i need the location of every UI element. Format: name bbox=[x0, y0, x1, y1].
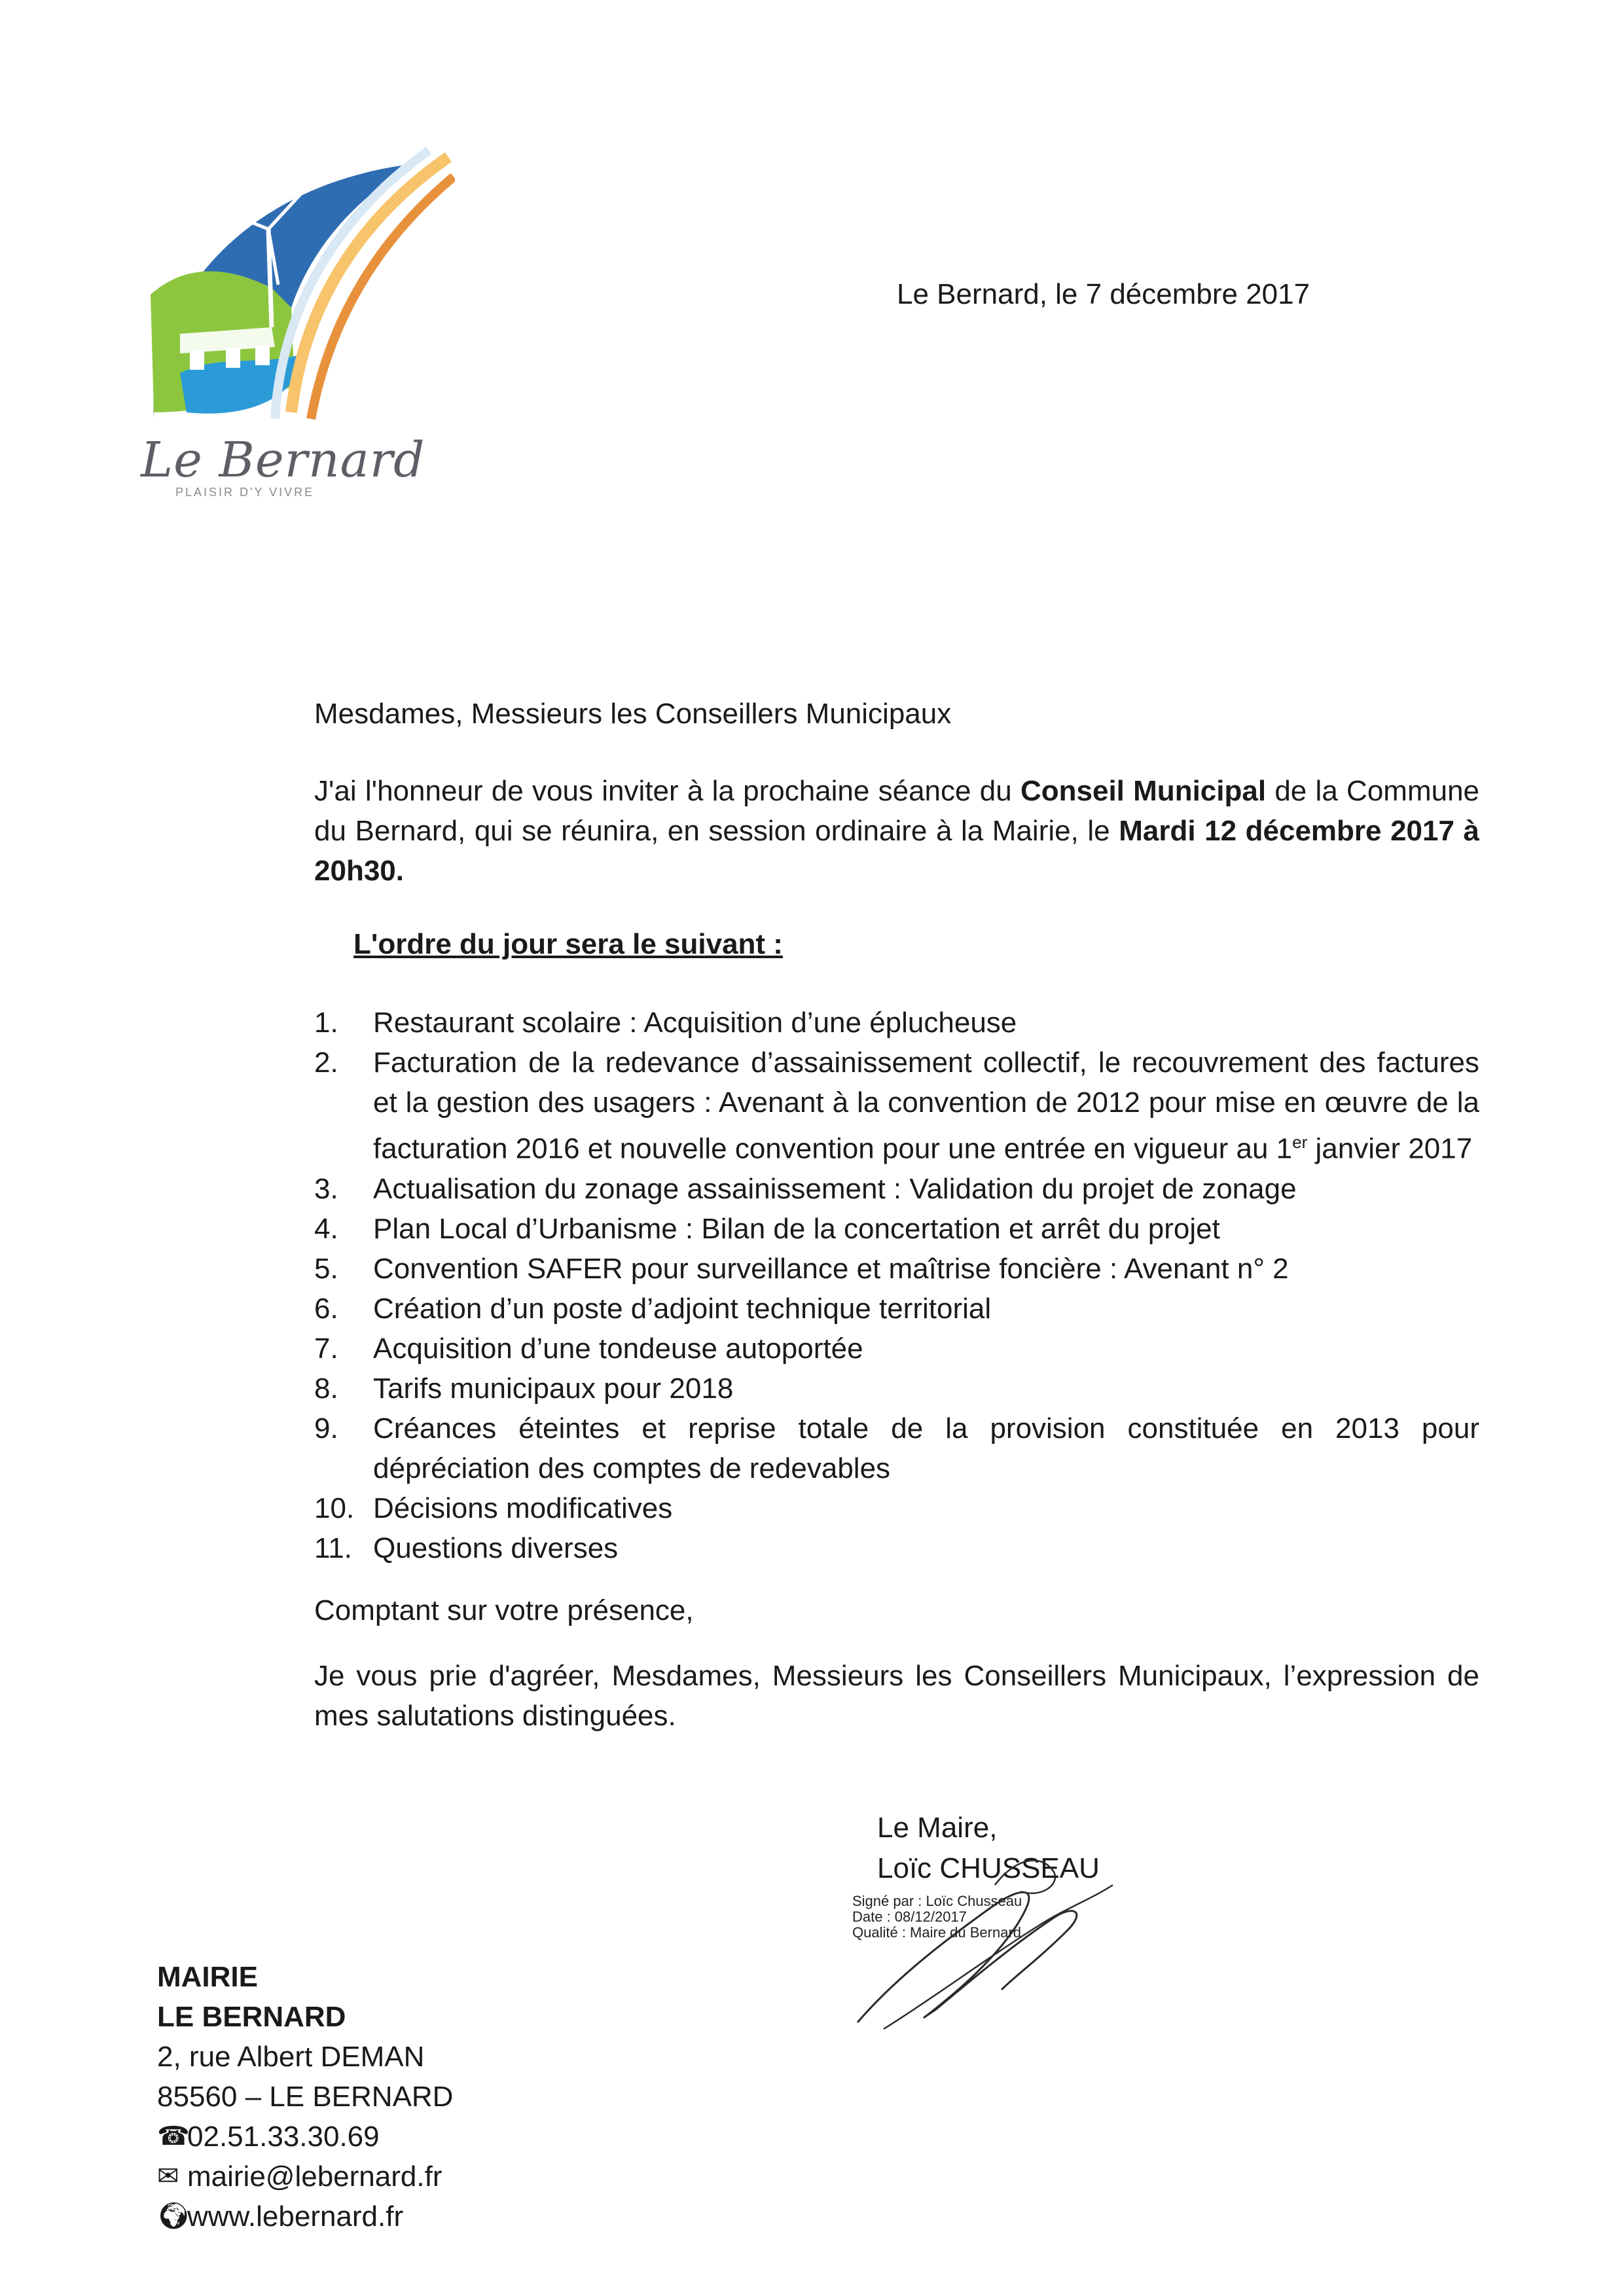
agenda-item-text: Plan Local d’Urbanisme : Bilan de la concertation et arrêt du projet bbox=[373, 1212, 1220, 1245]
footer-town: LE BERNARD bbox=[157, 2001, 346, 2033]
agenda-item-text: Questions diverses bbox=[373, 1532, 619, 1564]
footer-email[interactable]: mairie@lebernard.fr bbox=[187, 2161, 442, 2193]
footer-website[interactable]: www.lebernard.fr bbox=[187, 2200, 404, 2233]
mairie-contact-block bbox=[157, 1957, 453, 2236]
agenda-item bbox=[314, 1408, 1479, 1488]
footer-phone-row bbox=[157, 2117, 453, 2157]
intro-text-1: J'ai l'honneur de vous inviter à la prochaine séance du bbox=[314, 775, 1020, 807]
closing-formula: Je vous prie d'agréer, Mesdames, Messieurs les Conseillers Municipaux, l’expression de mes salutations distinguées. bbox=[314, 1660, 1479, 1732]
agenda-list bbox=[314, 1003, 1479, 1568]
agenda-item bbox=[314, 1043, 1479, 1169]
footer-address-street: 2, rue Albert DEMAN bbox=[157, 2041, 425, 2073]
footer-email-row bbox=[157, 2157, 453, 2197]
agenda-item-number: 9. bbox=[314, 1412, 338, 1444]
intro-paragraph bbox=[314, 771, 1479, 891]
salutation: Mesdames, Messieurs les Conseillers Municipaux bbox=[314, 698, 952, 730]
footer-website-row bbox=[157, 2197, 453, 2236]
agenda-item bbox=[314, 1289, 1479, 1329]
agenda-item bbox=[314, 1169, 1479, 1209]
agenda-item-number: 1. bbox=[314, 1007, 338, 1039]
agenda-item bbox=[314, 1209, 1479, 1249]
envelope-icon: ✉ bbox=[157, 2162, 179, 2191]
agenda-item-text: Actualisation du zonage assainissement : Validation du projet de zonage bbox=[373, 1172, 1297, 1205]
agenda-item-number: 8. bbox=[314, 1372, 338, 1405]
signature-quality: Qualité : Maire du Bernard bbox=[852, 1924, 1022, 1941]
agenda-item bbox=[314, 1369, 1479, 1408]
footer-mairie: MAIRIE bbox=[157, 1961, 258, 1993]
agenda-item-text: Tarifs municipaux pour 2018 bbox=[373, 1372, 734, 1405]
digital-signature-info bbox=[852, 1893, 1022, 1941]
globe-icon: 🌍︎ bbox=[157, 2202, 190, 2231]
agenda-item-text: Restaurant scolaire : Acquisition d’une éplucheuse bbox=[373, 1007, 1017, 1039]
logo-name: Le Bernard bbox=[141, 432, 425, 488]
intro-text-2: de la Commune du Bernard, qui se réunira, en session ordinaire à la Mairie, le bbox=[314, 775, 1480, 847]
logo-tagline: PLAISIR D'Y VIVRE bbox=[175, 486, 315, 499]
agenda-item bbox=[314, 1003, 1479, 1043]
footer-phone[interactable]: 02.51.33.30.69 bbox=[187, 2121, 380, 2153]
signatory-name: Loïc CHUSSEAU bbox=[877, 1852, 1100, 1884]
agenda-item-text: Acquisition d’une tondeuse autoportée bbox=[373, 1332, 863, 1365]
agenda-item bbox=[314, 1528, 1479, 1568]
agenda-item bbox=[314, 1488, 1479, 1528]
agenda-item-text: Création d’un poste d’adjoint technique territorial bbox=[373, 1292, 992, 1325]
handwritten-signature bbox=[844, 1846, 1119, 2042]
intro-bold-council: Conseil Municipal bbox=[1020, 775, 1267, 807]
agenda-item-number: 2. bbox=[314, 1047, 338, 1079]
agenda-item-number: 5. bbox=[314, 1252, 338, 1285]
agenda-item bbox=[314, 1249, 1479, 1289]
agenda-title: L'ordre du jour sera le suivant : bbox=[353, 928, 783, 960]
signature-date: Date : 08/12/2017 bbox=[852, 1909, 967, 1925]
agenda-item-text: Décisions modificatives bbox=[373, 1492, 673, 1524]
agenda-item-text: Facturation de la redevance d’assainissement collectif, le recouvrement des factures et la gestion des usagers : Avenant à la convention de 2012 pour mise en œuvre de la facturation 2016 et nouvelle convention pour une entrée en vigueur au 1 bbox=[373, 1047, 1479, 1165]
closing-line: Comptant sur votre présence, bbox=[314, 1594, 694, 1626]
agenda-item bbox=[314, 1329, 1479, 1369]
agenda-item-number: 4. bbox=[314, 1212, 338, 1245]
signature-signed-by: Signé par : Loïc Chusseau bbox=[852, 1893, 1022, 1909]
agenda-item-number: 10. bbox=[314, 1492, 355, 1524]
agenda-item-number: 6. bbox=[314, 1292, 338, 1325]
agenda-item-number: 11. bbox=[314, 1532, 352, 1564]
agenda-item-number: 3. bbox=[314, 1172, 338, 1205]
agenda-item-text: Créances éteintes et reprise totale de la provision constituée en 2013 pour dépréciation des comptes de redevables bbox=[373, 1412, 1479, 1484]
signatory-title: Le Maire, bbox=[877, 1812, 998, 1844]
agenda-item-text-end: janvier 2017 bbox=[1307, 1132, 1473, 1165]
letter-date: Le Bernard, le 7 décembre 2017 bbox=[897, 278, 1310, 310]
phone-icon: ☎ bbox=[157, 2122, 190, 2151]
footer-address-city: 85560 – LE BERNARD bbox=[157, 2081, 454, 2113]
agenda-item-number: 7. bbox=[314, 1332, 338, 1365]
intro-bold-date: Mardi 12 décembre 2017 à 20h30. bbox=[314, 815, 1479, 887]
agenda-item-superscript: er bbox=[1292, 1132, 1308, 1152]
agenda-item-text: Convention SAFER pour surveillance et maîtrise foncière : Avenant n° 2 bbox=[373, 1252, 1289, 1285]
